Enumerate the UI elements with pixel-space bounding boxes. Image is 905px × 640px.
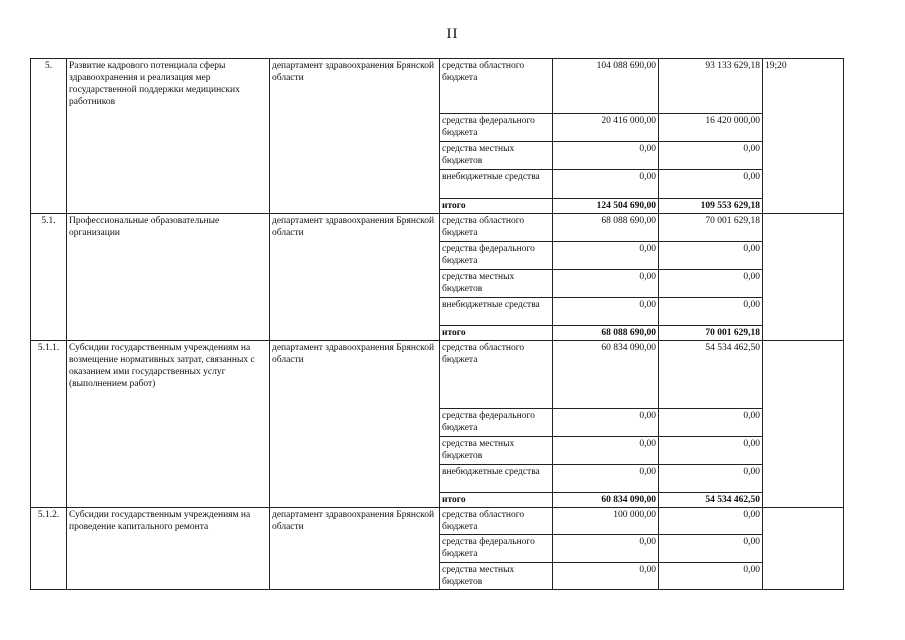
amount-fact: 93 133 629,18: [659, 59, 763, 114]
amount-plan: 100 000,00: [553, 508, 659, 535]
table-row: [31, 59, 844, 114]
executor: департамент здравоохранения Брянской области: [270, 341, 440, 508]
amount-plan: 0,00: [553, 563, 659, 590]
reference-numbers: 19;20: [763, 59, 844, 214]
amount-fact: 0,00: [659, 170, 763, 199]
total-fact: 109 553 629,18: [659, 199, 763, 214]
amount-fact: 54 534 462,50: [659, 341, 763, 409]
total-plan: 68 088 690,00: [553, 326, 659, 341]
amount-fact: 0,00: [659, 535, 763, 563]
amount-plan: 20 416 000,00: [553, 114, 659, 142]
amount-plan: 0,00: [553, 298, 659, 326]
executor: департамент здравоохранения Брянской области: [270, 59, 440, 214]
amount-fact: 0,00: [659, 437, 763, 465]
amount-fact: 16 420 000,00: [659, 114, 763, 142]
funding-source: средства местных бюджетов: [440, 563, 553, 590]
funding-source: средства областного бюджета: [440, 214, 553, 242]
page-number: II: [446, 26, 459, 42]
table-row: [31, 341, 844, 409]
amount-plan: 104 088 690,00: [553, 59, 659, 114]
executor: департамент здравоохранения Брянской области: [270, 214, 440, 341]
funding-source: средства местных бюджетов: [440, 437, 553, 465]
amount-fact: 70 001 629,18: [659, 214, 763, 242]
funding-source: внебюджетные средства: [440, 298, 553, 326]
amount-plan: 0,00: [553, 409, 659, 437]
funding-total-label: итого: [440, 493, 553, 508]
amount-fact: 0,00: [659, 409, 763, 437]
total-plan: 124 504 690,00: [553, 199, 659, 214]
amount-plan: 60 834 090,00: [553, 341, 659, 409]
funding-source: средства федерального бюджета: [440, 409, 553, 437]
amount-plan: 0,00: [553, 170, 659, 199]
funding-source: средства местных бюджетов: [440, 142, 553, 170]
amount-fact: 0,00: [659, 242, 763, 270]
amount-fact: 0,00: [659, 563, 763, 590]
table-row: [31, 508, 844, 535]
amount-plan: 0,00: [553, 437, 659, 465]
budget-table: [30, 58, 844, 590]
funding-source: средства федерального бюджета: [440, 114, 553, 142]
amount-fact: 0,00: [659, 298, 763, 326]
amount-plan: 68 088 690,00: [553, 214, 659, 242]
total-fact: 54 534 462,50: [659, 493, 763, 508]
total-fact: 70 001 629,18: [659, 326, 763, 341]
total-plan: 60 834 090,00: [553, 493, 659, 508]
funding-source: средства областного бюджета: [440, 59, 553, 114]
amount-plan: 0,00: [553, 270, 659, 298]
row-number: 5.1.1.: [31, 341, 67, 508]
table-row: [31, 214, 844, 242]
amount-plan: 0,00: [553, 535, 659, 563]
funding-source: средства федерального бюджета: [440, 242, 553, 270]
amount-plan: 0,00: [553, 465, 659, 493]
amount-fact: 0,00: [659, 508, 763, 535]
measure-name: Субсидии государственным учреждениям на возмещение нормативных затрат, связанных с оказанием ими государственных услуг (выполнением работ): [67, 341, 270, 508]
funding-source: средства местных бюджетов: [440, 270, 553, 298]
executor: департамент здравоохранения Брянской области: [270, 508, 440, 590]
funding-total-label: итого: [440, 326, 553, 341]
funding-source: средства федерального бюджета: [440, 535, 553, 563]
reference-numbers: [763, 214, 844, 341]
measure-name: Субсидии государственным учреждениям на проведение капитального ремонта: [67, 508, 270, 590]
row-number: 5.1.2.: [31, 508, 67, 590]
reference-numbers: [763, 341, 844, 508]
reference-numbers: [763, 508, 844, 590]
amount-plan: 0,00: [553, 142, 659, 170]
funding-source: внебюджетные средства: [440, 465, 553, 493]
measure-name: Развитие кадрового потенциала сферы здравоохранения и реализация мер государственной поддержки медицинских работников: [67, 59, 270, 214]
amount-fact: 0,00: [659, 142, 763, 170]
funding-total-label: итого: [440, 199, 553, 214]
measure-name: Профессиональные образовательные организации: [67, 214, 270, 341]
amount-fact: 0,00: [659, 465, 763, 493]
row-number: 5.1.: [31, 214, 67, 341]
funding-source: внебюджетные средства: [440, 170, 553, 199]
row-number: 5.: [31, 59, 67, 214]
amount-plan: 0,00: [553, 242, 659, 270]
funding-source: средства областного бюджета: [440, 341, 553, 409]
amount-fact: 0,00: [659, 270, 763, 298]
funding-source: средства областного бюджета: [440, 508, 553, 535]
